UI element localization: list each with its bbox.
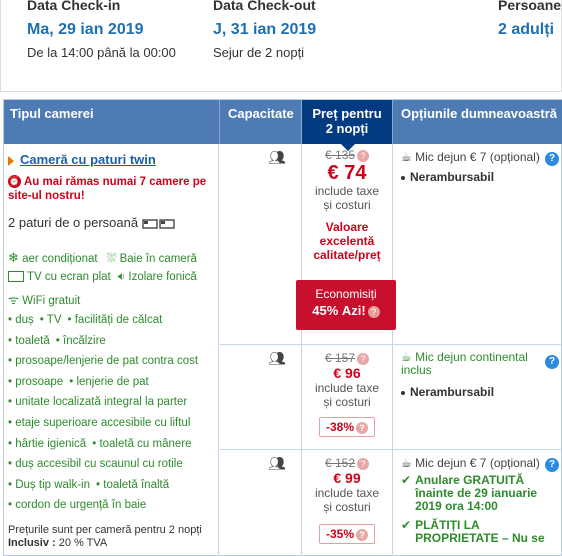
savings-badge xyxy=(296,280,396,330)
bullet-dot: • xyxy=(8,396,16,409)
info-icon[interactable]: ? xyxy=(357,458,369,470)
options-cell-3 xyxy=(393,450,562,556)
bullet-dot: • xyxy=(8,458,16,471)
amenity-row-2 xyxy=(8,271,197,284)
guests-label: Persoane xyxy=(498,0,562,13)
capacity-cell-1 xyxy=(220,144,302,345)
booking-summary xyxy=(0,0,562,92)
savings-suffix: Azi! xyxy=(341,303,366,318)
expand-triangle-icon xyxy=(8,156,14,166)
bullet-dot: • xyxy=(69,375,77,388)
coffee-cup-icon: ☕︎ xyxy=(401,350,412,364)
info-icon[interactable]: ? xyxy=(356,422,368,434)
vat-value: 20 % TVA xyxy=(58,537,108,549)
bullet-dot xyxy=(401,176,405,180)
free-cancellation: Anulare GRATUITĂ înainte de 29 ianuarie 2019 ora 14:00 xyxy=(415,473,538,513)
savings-label: Economisiți xyxy=(315,287,377,301)
price-3: € 99 xyxy=(333,470,361,486)
facility-item: încălzire xyxy=(63,334,106,347)
discount-2: -38% xyxy=(325,420,354,434)
room-description xyxy=(4,144,219,556)
bullet-dot: • xyxy=(8,437,16,450)
savings-pct: 45% xyxy=(312,303,339,318)
bullet-dot: • xyxy=(55,334,63,347)
wifi-icon: ᯤ xyxy=(8,293,19,307)
checkout-date[interactable]: J, 31 ian 2019 xyxy=(213,21,317,38)
policy-2: Nerambursabil xyxy=(410,385,495,399)
old-price-3: € 152 xyxy=(324,456,356,470)
facility-item: toaletă xyxy=(15,334,50,347)
bullet-dot: • xyxy=(8,314,16,326)
tv-icon xyxy=(8,271,24,282)
vat-note xyxy=(8,537,202,550)
two-persons-icon: 👥︎ xyxy=(268,455,287,471)
room-name-link[interactable]: Cameră cu paturi twin xyxy=(20,152,156,167)
facility-row xyxy=(8,376,155,388)
bullet-dot xyxy=(401,391,405,395)
price-cell-3 xyxy=(302,450,393,556)
twin-bed-icon xyxy=(142,218,176,230)
taxes-3: include taxe și costuri xyxy=(314,486,380,514)
price-1: € 74 xyxy=(327,162,367,184)
availability-warning-text: Au mai rămas numai 7 camere pe site-ul nostru! xyxy=(8,176,207,202)
header-room-type: Tipul camerei xyxy=(4,100,220,144)
amenity-bathroom: Baie în cameră xyxy=(119,253,197,265)
facility-item: cordon de urgență în baie xyxy=(15,499,147,512)
info-icon[interactable]: ? xyxy=(357,150,369,162)
alarm-clock-icon: ⏰ xyxy=(8,176,21,187)
bullet-dot: • xyxy=(39,314,47,326)
price-note: Prețurile sunt per cameră pentru 2 nopți xyxy=(8,524,202,536)
facility-item: unitate localizată integral la parter xyxy=(15,396,188,409)
snowflake-icon: ❄ xyxy=(8,250,19,265)
vat-label: Inclusiv : xyxy=(8,537,56,549)
facility-row xyxy=(8,335,112,347)
value-badge: Valoare excelentă calitate/preț xyxy=(313,220,381,262)
header-capacity: Capacitate xyxy=(220,100,302,144)
checkmark-icon: ✔ xyxy=(401,518,412,532)
bullet-dot: • xyxy=(96,478,104,491)
price-note-block xyxy=(8,524,202,550)
facility-item: prosoape xyxy=(15,375,64,388)
info-icon[interactable]: ? xyxy=(545,458,559,472)
facility-row xyxy=(8,438,198,450)
facility-row xyxy=(8,314,168,326)
room-table xyxy=(3,99,562,556)
bullet-dot: • xyxy=(8,334,16,347)
facility-row xyxy=(8,458,189,470)
facility-item: hârtie igienică xyxy=(15,437,87,450)
price-2: € 96 xyxy=(333,365,361,381)
facility-item: prosoape/lenjerie de pat contra cost xyxy=(15,355,199,368)
facility-item: lenjerie de pat xyxy=(76,375,149,388)
facility-item: etaje superioare accesibile cu liftul xyxy=(15,417,191,429)
two-persons-icon: 👥︎ xyxy=(268,350,287,366)
bullet-dot: • xyxy=(8,499,16,512)
capacity-cell-2 xyxy=(220,345,302,450)
amenity-soundproof: Izolare fonică xyxy=(128,271,197,283)
options-cell-1 xyxy=(393,144,562,345)
options-cell-2 xyxy=(393,345,562,450)
facility-item: duș xyxy=(15,314,34,326)
facility-row xyxy=(8,479,175,491)
facility-item: facilități de călcat xyxy=(74,314,163,326)
facility-row xyxy=(8,417,196,429)
breakfast-3: Mic dejun € 7 (opțional) xyxy=(415,456,540,470)
checkin-time: De la 14:00 până la 00:00 xyxy=(27,45,176,60)
old-price-1: € 135 xyxy=(324,148,356,162)
guests-block[interactable] xyxy=(498,0,561,39)
bullet-dot: • xyxy=(8,375,16,388)
breakfast-1: Mic dejun € 7 (opțional) xyxy=(415,150,540,164)
amenity-wifi: WiFi gratuit xyxy=(22,295,81,307)
checkout-block[interactable] xyxy=(213,0,316,60)
discount-badge-2 xyxy=(319,417,375,437)
bullet-dot: • xyxy=(8,478,16,491)
checkin-date[interactable]: Ma, 29 ian 2019 xyxy=(27,21,144,38)
bullet-dot: • xyxy=(92,437,100,450)
bed-info xyxy=(8,215,218,230)
shower-icon: ⛆ xyxy=(106,251,117,265)
facility-item: Duș tip walk-in xyxy=(15,478,91,491)
header-options: Opțiunile dumneavoastră xyxy=(393,100,562,144)
price-cell-2 xyxy=(302,345,393,450)
discount-badge-3 xyxy=(319,524,375,544)
amenity-row-3 xyxy=(8,291,80,308)
amenity-row-1 xyxy=(8,250,197,266)
breakfast-2: Mic dejun continental inclus xyxy=(401,350,528,377)
soundproof-icon: 🔉︎ xyxy=(117,271,126,283)
info-icon[interactable]: ? xyxy=(357,353,369,365)
taxes-2: include taxe și costuri xyxy=(314,381,380,409)
stay-length: Sejur de 2 nopți xyxy=(213,45,305,60)
checkmark-icon: ✔ xyxy=(401,473,412,487)
amenity-ac: aer condiționat xyxy=(22,253,98,265)
taxes-1: include taxe și costuri xyxy=(314,184,380,212)
facility-item: toaletă cu mânere xyxy=(99,437,192,450)
price-cell-1 xyxy=(302,144,393,345)
header-price-label: Preț pentru 2 nopți xyxy=(312,106,382,136)
checkin-block[interactable] xyxy=(27,0,176,60)
bullet-dot: • xyxy=(8,355,16,368)
room-name-row[interactable] xyxy=(8,152,218,167)
info-icon[interactable]: ? xyxy=(356,529,368,541)
header-price xyxy=(302,100,393,144)
pay-at-property: PLĂTIȚI LA PROPRIETATE – Nu se xyxy=(415,518,545,545)
discount-3: -35% xyxy=(325,527,354,541)
facility-item: toaletă înaltă xyxy=(103,478,170,491)
bullet-dot: • xyxy=(67,314,75,326)
amenity-tv: TV cu ecran plat xyxy=(27,271,111,283)
facility-row xyxy=(8,499,152,511)
facility-item: TV xyxy=(46,314,62,326)
policy-1: Nerambursabil xyxy=(410,170,495,184)
bed-info-text: 2 paturi de o persoană xyxy=(8,215,139,230)
checkout-label: Data Check-out xyxy=(213,0,316,13)
checkin-label: Data Check-in xyxy=(27,0,121,13)
capacity-cell-3 xyxy=(220,450,302,556)
bullet-dot: • xyxy=(8,417,16,429)
old-price-2: € 157 xyxy=(324,351,356,365)
info-icon[interactable]: ? xyxy=(368,306,380,318)
facility-item: duș accesibil cu scaunul cu rotile xyxy=(15,458,183,471)
info-icon[interactable]: ? xyxy=(545,152,559,166)
two-persons-icon: 👥︎ xyxy=(268,149,287,165)
info-icon[interactable]: ? xyxy=(545,355,559,369)
coffee-cup-icon: ☕︎ xyxy=(401,456,412,470)
guests-value[interactable]: 2 adulți xyxy=(498,21,555,38)
facility-row xyxy=(8,396,193,408)
availability-warning xyxy=(8,175,218,203)
coffee-cup-icon: ☕︎ xyxy=(401,150,412,164)
facility-row xyxy=(8,355,204,367)
